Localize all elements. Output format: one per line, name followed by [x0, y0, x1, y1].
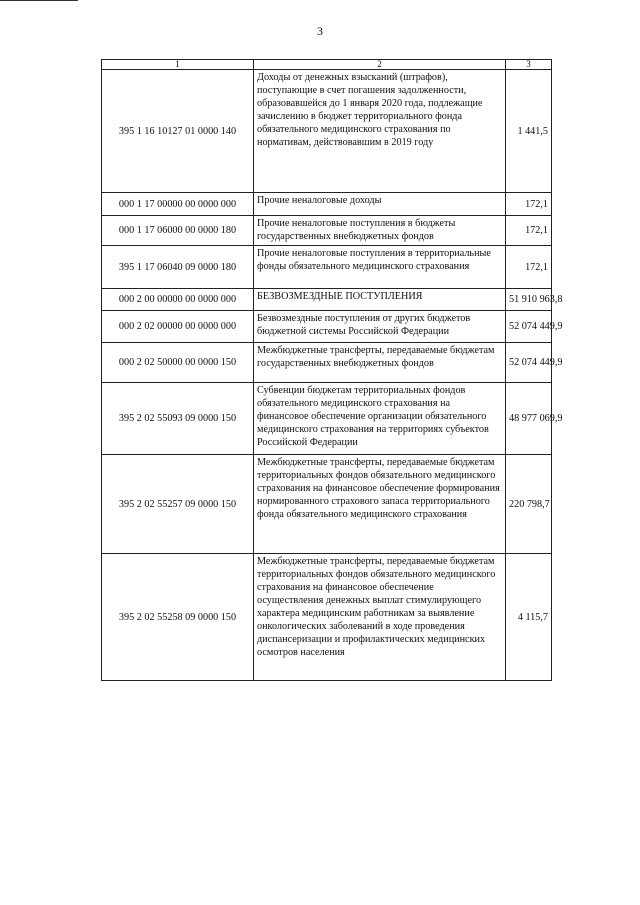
row-code: 395 2 02 55093 09 0000 150 [102, 383, 254, 455]
row-amount: 4 115,7 [506, 554, 552, 681]
row-code: 395 1 17 06040 09 0000 180 [102, 246, 254, 289]
row-code: 000 1 17 06000 00 0000 180 [102, 216, 254, 246]
table-row [102, 289, 552, 311]
row-amount: 52 074 449,9 [506, 311, 552, 343]
table-row [102, 246, 552, 289]
row-code: 395 2 02 55257 09 0000 150 [102, 455, 254, 554]
row-code: 000 2 02 50000 00 0000 150 [102, 343, 254, 383]
row-name: Прочие неналоговые поступления в территориальные фонды обязательного медицинского страхования [254, 246, 506, 289]
row-amount: 172,1 [506, 246, 552, 289]
top-rule [0, 0, 78, 1]
header-row [102, 60, 552, 70]
table-row [102, 311, 552, 343]
table-row [102, 216, 552, 246]
table-row [102, 455, 552, 554]
row-code: 000 2 00 00000 00 0000 000 [102, 289, 254, 311]
column-header-name: 2 [254, 60, 506, 70]
row-code: 000 1 17 00000 00 0000 000 [102, 193, 254, 216]
row-code: 000 2 02 00000 00 0000 000 [102, 311, 254, 343]
row-amount: 172,1 [506, 193, 552, 216]
row-name: Прочие неналоговые доходы [254, 193, 506, 216]
table-row [102, 193, 552, 216]
row-name: Межбюджетные трансферты, передаваемые бюджетам территориальных фондов обязательного медицинского страхования на финансовое обеспечение осуществления денежных выплат стимулирующего характера медицинским работникам за выявление онкологических заболеваний в ходе проведения диспансеризации и профилактических медицинских осмотров населения [254, 554, 506, 681]
table-row [102, 383, 552, 455]
row-amount: 48 977 069,9 [506, 383, 552, 455]
row-code: 395 2 02 55258 09 0000 150 [102, 554, 254, 681]
row-code: 395 1 16 10127 01 0000 140 [102, 70, 254, 193]
row-name: Межбюджетные трансферты, передаваемые бюджетам территориальных фондов обязательного медицинского страхования на финансовое обеспечение формирования нормированного страхового запаса территориального фонда обязательного медицинского страхования [254, 455, 506, 554]
budget-table [101, 59, 563, 681]
row-name: Прочие неналоговые поступления в бюджеты государственных внебюджетных фондов [254, 216, 506, 246]
row-amount: 172,1 [506, 216, 552, 246]
row-name: БЕЗВОЗМЕЗДНЫЕ ПОСТУПЛЕНИЯ [254, 289, 506, 311]
row-amount: 52 074 449,9 [506, 343, 552, 383]
row-name: Межбюджетные трансферты, передаваемые бюджетам государственных внебюджетных фондов [254, 343, 506, 383]
column-header-code: 1 [102, 60, 254, 70]
row-name: Доходы от денежных взысканий (штрафов), поступающие в счет погашения задолженности, образовавшейся до 1 января 2020 года, подлежащие зачислению в бюджет территориального фонда обязательного медицинского страхования по нормативам, действовавшим в 2019 году [254, 70, 506, 193]
column-header-amount: 3 [506, 60, 552, 70]
table-row [102, 343, 552, 383]
page-number: 3 [317, 24, 323, 38]
table-row [102, 70, 552, 193]
table-row [102, 554, 552, 681]
row-amount: 1 441,5 [506, 70, 552, 193]
row-amount: 220 798,7 [506, 455, 552, 554]
row-name: Безвозмездные поступления от других бюджетов бюджетной системы Российской Федерации [254, 311, 506, 343]
row-name: Субвенции бюджетам территориальных фондов обязательного медицинского страхования на финансовое обеспечение организации обязательного медицинского страхования на территориях субъектов Российской Федерации [254, 383, 506, 455]
row-amount: 51 910 963,8 [506, 289, 552, 311]
